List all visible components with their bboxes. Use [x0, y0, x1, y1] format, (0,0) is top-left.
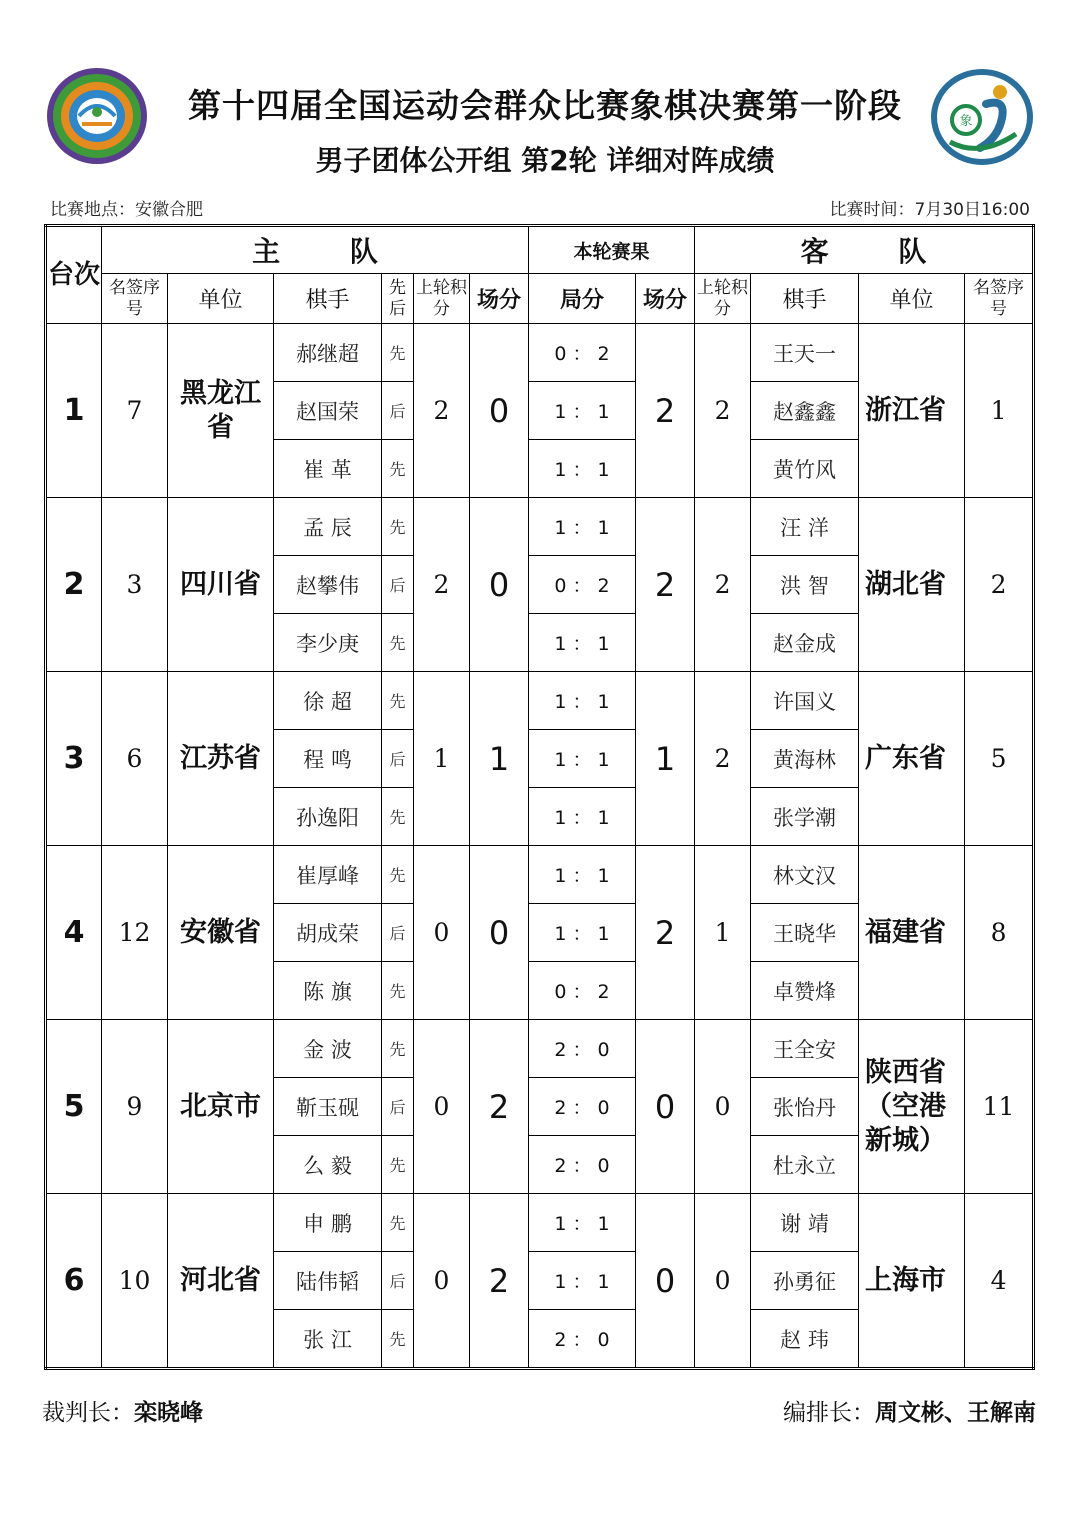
board-game-row — [46, 846, 1034, 904]
away-player: 黄竹风 — [751, 440, 859, 498]
game-score: 2 ： 0 — [529, 1020, 636, 1078]
away-player: 赵鑫鑫 — [751, 382, 859, 440]
home-prev-points: 2 — [414, 324, 470, 498]
header-home-unit: 单位 — [168, 274, 274, 324]
home-unit: 四川省 — [168, 498, 274, 672]
play-order: 先 — [382, 324, 414, 382]
header-away-team: 客 队 — [695, 226, 1034, 274]
away-player: 王天一 — [751, 324, 859, 382]
svg-text:象: 象 — [959, 114, 973, 129]
home-player: 金 波 — [274, 1020, 382, 1078]
home-player: 赵攀伟 — [274, 556, 382, 614]
home-seed: 7 — [102, 324, 168, 498]
home-match-points: 0 — [470, 846, 529, 1020]
game-score: 0 ： 2 — [529, 962, 636, 1020]
away-player: 孙勇征 — [751, 1252, 859, 1310]
board-game-row — [46, 1194, 1034, 1252]
header-away-unit: 单位 — [859, 274, 965, 324]
play-order: 先 — [382, 1310, 414, 1369]
board-number: 4 — [46, 846, 102, 1020]
home-player: 崔 革 — [274, 440, 382, 498]
play-order: 先 — [382, 846, 414, 904]
play-order: 先 — [382, 498, 414, 556]
board-number: 1 — [46, 324, 102, 498]
home-player: 程 鸣 — [274, 730, 382, 788]
away-seed: 11 — [965, 1020, 1033, 1194]
time-label: 比赛时间：7月30日16:00 — [829, 200, 1030, 220]
game-score: 1 ： 1 — [529, 614, 636, 672]
xiangqi-event-logo — [930, 68, 1034, 166]
away-player: 张怡丹 — [751, 1078, 859, 1136]
game-score: 1 ： 1 — [529, 498, 636, 556]
home-player: 李少庚 — [274, 614, 382, 672]
home-player: 张 江 — [274, 1310, 382, 1369]
away-player: 林文汉 — [751, 846, 859, 904]
page-subtitle: 男子团体公开组 第2轮 详细对阵成绩 — [315, 144, 775, 177]
home-prev-points: 0 — [414, 846, 470, 1020]
play-order: 后 — [382, 556, 414, 614]
away-prev-points: 2 — [695, 498, 751, 672]
away-player: 卓赞烽 — [751, 962, 859, 1020]
chief-arranger: 编排长：周文彬、王解南 — [783, 1399, 1036, 1426]
header-home-match-points: 场分 — [470, 274, 529, 324]
home-prev-points: 0 — [414, 1020, 470, 1194]
play-order: 先 — [382, 1136, 414, 1194]
header-round-result: 本轮赛果 — [529, 226, 695, 274]
play-order: 先 — [382, 788, 414, 846]
chief-arranger-name: 周文彬、王解南 — [875, 1399, 1036, 1426]
away-match-points: 2 — [636, 498, 695, 672]
play-order: 先 — [382, 672, 414, 730]
home-unit: 河北省 — [168, 1194, 274, 1369]
home-unit: 北京市 — [168, 1020, 274, 1194]
home-player: 申 鹏 — [274, 1194, 382, 1252]
home-player: 么 毅 — [274, 1136, 382, 1194]
board-number: 5 — [46, 1020, 102, 1194]
away-seed: 4 — [965, 1194, 1033, 1369]
away-unit: 湖北省 — [859, 498, 965, 672]
home-match-points: 1 — [470, 672, 529, 846]
chief-referee: 裁判长：栾晓峰 — [42, 1399, 203, 1426]
home-unit: 江苏省 — [168, 672, 274, 846]
away-unit: 福建省 — [859, 846, 965, 1020]
header-home-prev: 上轮积分 — [414, 274, 470, 324]
play-order: 后 — [382, 382, 414, 440]
home-prev-points: 1 — [414, 672, 470, 846]
home-player: 赵国荣 — [274, 382, 382, 440]
away-unit: 广东省 — [859, 672, 965, 846]
board-number: 2 — [46, 498, 102, 672]
header-away-prev: 上轮积分 — [695, 274, 751, 324]
chief-referee-name: 栾晓峰 — [134, 1399, 203, 1426]
play-order: 先 — [382, 962, 414, 1020]
header-home-seed: 名签序号 — [102, 274, 168, 324]
game-score: 0 ： 2 — [529, 556, 636, 614]
game-score: 1 ： 1 — [529, 1194, 636, 1252]
board-game-row — [46, 498, 1034, 556]
away-unit: 上海市 — [859, 1194, 965, 1369]
home-player: 胡成荣 — [274, 904, 382, 962]
page-title: 第十四届全国运动会群众比赛象棋决赛第一阶段 — [188, 86, 902, 125]
play-order: 后 — [382, 730, 414, 788]
game-score: 1 ： 1 — [529, 1252, 636, 1310]
game-score: 2 ： 0 — [529, 1310, 636, 1369]
play-order: 后 — [382, 1078, 414, 1136]
home-match-points: 2 — [470, 1194, 529, 1369]
home-player: 崔厚峰 — [274, 846, 382, 904]
board-game-row — [46, 672, 1034, 730]
away-match-points: 2 — [636, 846, 695, 1020]
home-player: 徐 超 — [274, 672, 382, 730]
header-board: 台次 — [46, 226, 102, 324]
play-order: 先 — [382, 1194, 414, 1252]
away-match-points: 0 — [636, 1194, 695, 1369]
game-score: 1 ： 1 — [529, 672, 636, 730]
away-prev-points: 2 — [695, 324, 751, 498]
home-match-points: 0 — [470, 498, 529, 672]
game-score: 0 ： 2 — [529, 324, 636, 382]
away-match-points: 2 — [636, 324, 695, 498]
game-score: 1 ： 1 — [529, 440, 636, 498]
away-unit: 浙江省 — [859, 324, 965, 498]
home-seed: 9 — [102, 1020, 168, 1194]
away-unit: 陕西省（空港新城） — [859, 1020, 965, 1194]
play-order: 先 — [382, 614, 414, 672]
home-player: 郝继超 — [274, 324, 382, 382]
away-player: 黄海林 — [751, 730, 859, 788]
away-player: 谢 靖 — [751, 1194, 859, 1252]
away-prev-points: 2 — [695, 672, 751, 846]
results-table — [44, 224, 1035, 1370]
away-player: 杜永立 — [751, 1136, 859, 1194]
play-order: 先 — [382, 440, 414, 498]
game-score: 2 ： 0 — [529, 1136, 636, 1194]
away-player: 王晓华 — [751, 904, 859, 962]
home-player: 靳玉砚 — [274, 1078, 382, 1136]
play-order: 后 — [382, 904, 414, 962]
home-player: 孟 辰 — [274, 498, 382, 556]
home-prev-points: 2 — [414, 498, 470, 672]
home-seed: 12 — [102, 846, 168, 1020]
away-player: 王全安 — [751, 1020, 859, 1078]
board-number: 6 — [46, 1194, 102, 1369]
away-match-points: 1 — [636, 672, 695, 846]
home-seed: 3 — [102, 498, 168, 672]
away-player: 赵金成 — [751, 614, 859, 672]
away-seed: 5 — [965, 672, 1033, 846]
home-player: 陈 旗 — [274, 962, 382, 1020]
away-prev-points: 0 — [695, 1194, 751, 1369]
header-home-team: 主 队 — [102, 226, 529, 274]
header-order: 先后 — [382, 274, 414, 324]
header-away-player: 棋手 — [751, 274, 859, 324]
board-list — [46, 324, 1034, 1369]
away-prev-points: 0 — [695, 1020, 751, 1194]
header-away-seed: 名签序号 — [965, 274, 1033, 324]
play-order: 先 — [382, 1020, 414, 1078]
home-match-points: 2 — [470, 1020, 529, 1194]
away-seed: 1 — [965, 324, 1033, 498]
game-score: 1 ： 1 — [529, 382, 636, 440]
home-unit: 黑龙江省 — [168, 324, 274, 498]
home-seed: 10 — [102, 1194, 168, 1369]
header-away-match-points: 场分 — [636, 274, 695, 324]
away-player: 许国义 — [751, 672, 859, 730]
away-player: 赵 玮 — [751, 1310, 859, 1369]
game-score: 2 ： 0 — [529, 1078, 636, 1136]
home-match-points: 0 — [470, 324, 529, 498]
header-home-player: 棋手 — [274, 274, 382, 324]
home-player: 陆伟韬 — [274, 1252, 382, 1310]
game-score: 1 ： 1 — [529, 730, 636, 788]
away-seed: 2 — [965, 498, 1033, 672]
away-match-points: 0 — [636, 1020, 695, 1194]
home-player: 孙逸阳 — [274, 788, 382, 846]
board-game-row — [46, 1020, 1034, 1078]
away-player: 张学潮 — [751, 788, 859, 846]
away-player: 汪 洋 — [751, 498, 859, 556]
board-number: 3 — [46, 672, 102, 846]
away-seed: 8 — [965, 846, 1033, 1020]
board-game-row — [46, 324, 1034, 382]
venue-label: 比赛地点：安徽合肥 — [50, 200, 203, 220]
game-score: 1 ： 1 — [529, 846, 636, 904]
away-prev-points: 1 — [695, 846, 751, 1020]
game-score: 1 ： 1 — [529, 788, 636, 846]
games-emblem-logo — [44, 66, 150, 166]
header-game-score: 局分 — [529, 274, 636, 324]
game-score: 1 ： 1 — [529, 904, 636, 962]
home-seed: 6 — [102, 672, 168, 846]
home-prev-points: 0 — [414, 1194, 470, 1369]
play-order: 后 — [382, 1252, 414, 1310]
away-player: 洪 智 — [751, 556, 859, 614]
home-unit: 安徽省 — [168, 846, 274, 1020]
